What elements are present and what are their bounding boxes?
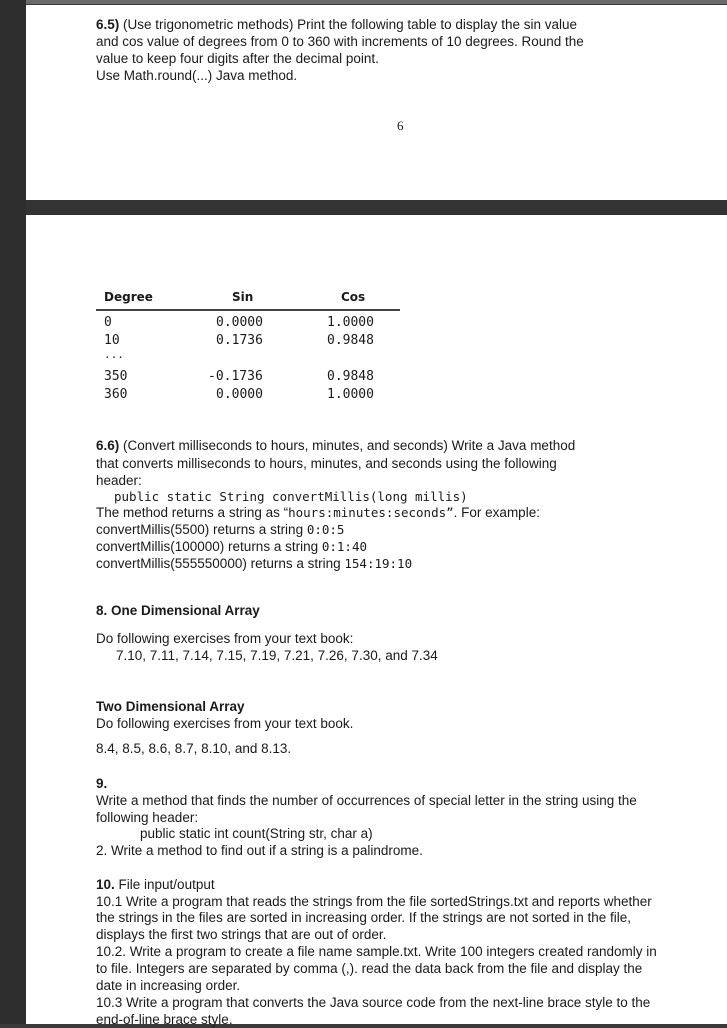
- section-9-line-1: Write a method that finds the number of occurrences of special letter in the string using the: [96, 793, 637, 808]
- section-8-exercise-list: 7.10, 7.11, 7.14, 7.15, 7.19, 7.21, 7.26, 7.30, and 7.34: [116, 648, 438, 663]
- section-10-line: the strings in the files are sorted in increasing order. If the strings are not sorted in the file,: [96, 910, 632, 925]
- table-header-sin: Sin: [232, 290, 254, 304]
- table-cell: 360: [104, 387, 128, 402]
- example-line: convertMillis(5500) returns a string 0:0:5: [96, 522, 345, 537]
- section-10-line: 10.3 Write a program that converts the Java source code from the next-line brace style to the: [96, 995, 651, 1010]
- document-page-7: [26, 215, 727, 1027]
- exercise-6-5-line-4: Use Math.round(...) Java method.: [96, 68, 298, 83]
- example-line: convertMillis(100000) returns a string 0:1:40: [96, 539, 367, 554]
- table-cell: 10: [104, 333, 120, 348]
- section-10-line: date in increasing order.: [96, 978, 241, 993]
- section-10-line: displays the first two strings that are out of order.: [96, 927, 387, 942]
- table-header-degree: Degree: [104, 290, 153, 304]
- table-cell: 0.9848: [327, 333, 374, 348]
- section-10-title: 10. File input/output: [96, 877, 215, 892]
- exercise-6-6-line-1: 6.6) (Convert milliseconds to hours, minutes, and seconds) Write a Java method: [96, 438, 576, 453]
- exercise-6-5-line-3: value to keep four digits after the decimal point.: [96, 51, 379, 66]
- table-header-cos: Cos: [341, 290, 366, 304]
- two-dimensional-exercise-list: 8.4, 8.5, 8.6, 8.7, 8.10, and 8.13.: [96, 741, 292, 756]
- table-ellipsis: ...: [104, 348, 124, 361]
- table-cell: 0.0000: [216, 315, 263, 330]
- table-cell: 0.0000: [216, 387, 263, 402]
- page-number: 6: [397, 118, 404, 133]
- section-9-number: 9.: [96, 776, 108, 791]
- exercise-6-5-line-2: and cos value of degrees from 0 to 360 with increments of 10 degrees. Round the: [96, 34, 584, 49]
- two-dimensional-intro: Do following exercises from your text book.: [96, 716, 354, 731]
- section-10-line: end-of-line brace style.: [96, 1012, 233, 1027]
- table-cell: 350: [104, 369, 128, 384]
- table-cell: 0: [104, 315, 112, 330]
- sin-cos-table: [96, 290, 400, 410]
- table-cell: 0.9848: [327, 369, 374, 384]
- table-cell: 0.1736: [216, 333, 263, 348]
- section-9-item-2: 2. Write a method to find out if a string is a palindrome.: [96, 843, 423, 858]
- viewer-left-rail: [0, 0, 26, 1024]
- section-10-line: 10.1 Write a program that reads the strings from the file sortedStrings.txt and reports whether: [96, 894, 652, 909]
- example-line: convertMillis(555550000) returns a string 154:19:10: [96, 556, 413, 571]
- section-10-line: 10.2. Write a program to create a file name sample.txt. Write 100 integers created randomly in: [96, 944, 657, 959]
- section-8-title: 8. One Dimensional Array: [96, 603, 260, 618]
- document-page-6: [26, 5, 727, 200]
- table-cell: -0.1736: [208, 369, 263, 384]
- two-dimensional-title: Two Dimensional Array: [96, 699, 245, 714]
- table-cell: 1.0000: [327, 387, 374, 402]
- convert-millis-header-code: public static String convertMillis(long millis): [114, 489, 468, 504]
- exercise-6-6-line-2: that converts milliseconds to hours, minutes, and seconds using the following: [96, 456, 557, 471]
- count-method-header: public static int count(String str, char a): [140, 826, 373, 841]
- table-header-rule: [96, 309, 400, 311]
- section-10-line: to file. Integers are separated by comma (,). read the data back from the file and display the: [96, 961, 643, 976]
- viewer-top-strip: [0, 0, 727, 4]
- section-9-line-2: following header:: [96, 810, 199, 825]
- exercise-6-6-returns: The method returns a string as “hours:minutes:seconds”. For example:: [96, 505, 540, 520]
- table-cell: 1.0000: [327, 315, 374, 330]
- section-8-intro: Do following exercises from your text book:: [96, 631, 354, 646]
- exercise-6-5-line-1: 6.5) (Use trigonometric methods) Print the following table to display the sin value: [96, 17, 577, 32]
- exercise-6-6-line-3: header:: [96, 473, 142, 488]
- page-separator: [26, 200, 727, 215]
